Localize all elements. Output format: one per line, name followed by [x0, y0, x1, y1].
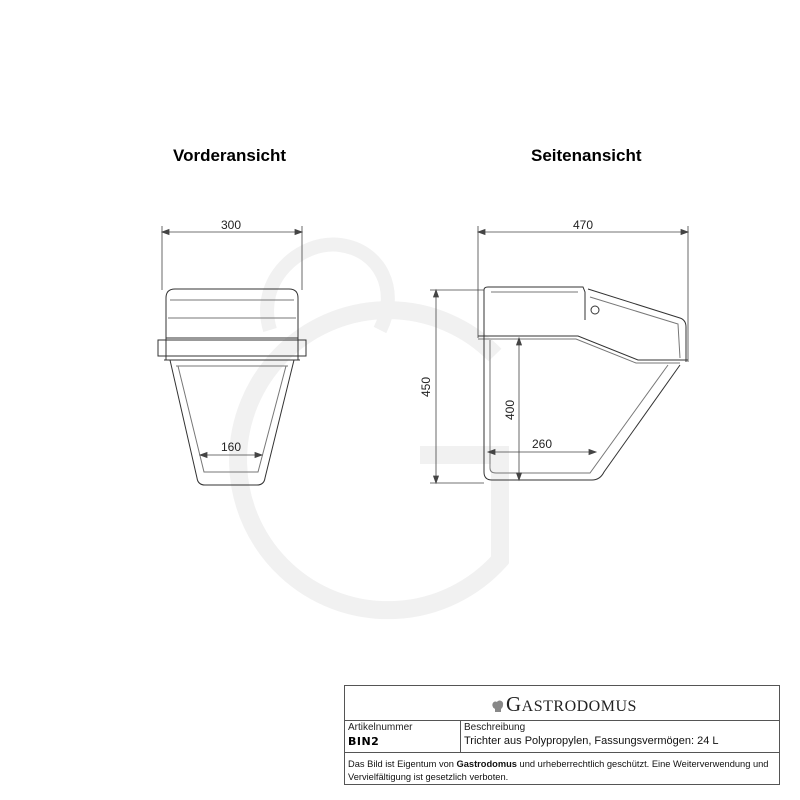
article-number-cell	[345, 720, 461, 752]
dim-front-width: 300	[220, 218, 242, 232]
chef-hat-icon	[491, 699, 505, 717]
notice-brand: Gastrodomus	[456, 759, 517, 769]
description-cell	[461, 720, 779, 752]
dim-side-width: 470	[572, 218, 594, 232]
description-label: Beschreibung	[464, 722, 526, 733]
gastrodomus-logo	[491, 692, 637, 717]
dim-side-total-height: 450	[419, 376, 433, 398]
info-row	[345, 720, 779, 753]
copyright-notice: Das Bild ist Eigentum von Gastrodomus und urheberrechtlich geschützt. Eine Weiterverwendung und Vervielfältigung ist gesetzlich verboten.	[348, 759, 769, 782]
description-value: Trichter aus Polypropylen, Fassungsvermögen: 24 L	[464, 735, 719, 747]
dim-side-body-height: 400	[503, 399, 517, 421]
front-view-title: Vorderansicht	[173, 146, 287, 165]
dim-side-bottom-depth: 260	[531, 437, 553, 451]
article-number-label: Artikelnummer	[348, 722, 413, 733]
side-view-title: Seitenansicht	[531, 146, 642, 165]
logo-text: GASTRODOMUS	[506, 692, 637, 716]
article-number-value: BIN2	[348, 735, 380, 748]
dim-front-bottom-width: 160	[220, 440, 242, 454]
side-dimensions	[430, 226, 688, 483]
side-view	[478, 287, 688, 480]
logo-row	[345, 686, 779, 721]
title-block	[344, 685, 780, 785]
